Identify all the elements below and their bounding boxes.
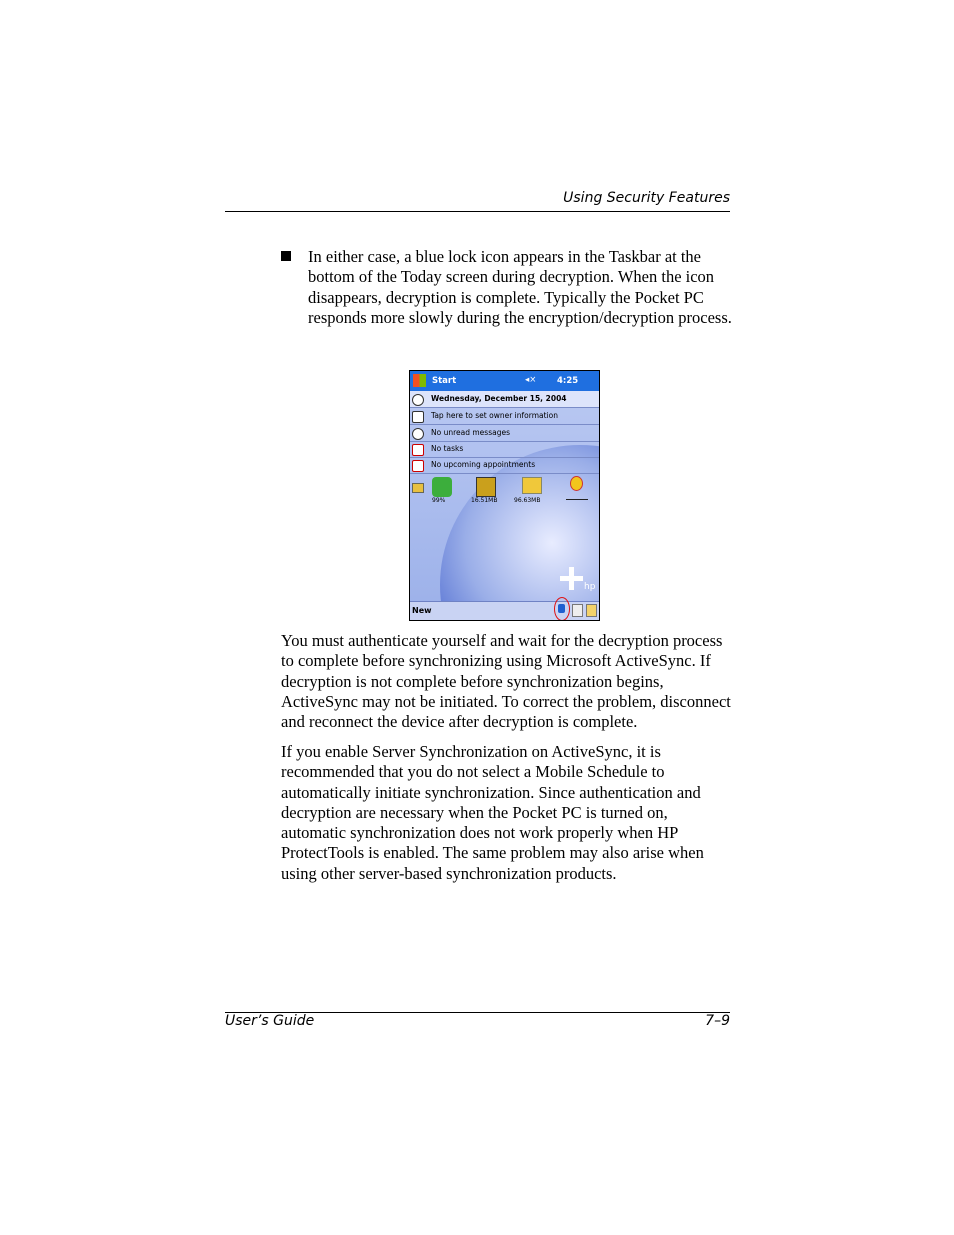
clock-icon <box>412 394 424 406</box>
date-text: Wednesday, December 15, 2004 <box>431 394 567 403</box>
appointments-text: No upcoming appointments <box>431 460 536 469</box>
tasks-text: No tasks <box>431 444 464 453</box>
page-number: 7–9 <box>705 1013 730 1029</box>
title-bar <box>410 371 599 391</box>
battery-value: 99% <box>432 497 446 504</box>
storage-value: 96.63MB <box>514 497 541 504</box>
running-header: Using Security Features <box>563 190 730 206</box>
messages-text: No unread messages <box>431 428 510 437</box>
paragraph-authentication: You must authenticate yourself and wait for the decryption process to complete before synchronizing using Microsoft ActiveSync. If decryption is not complete before synchronization begins, ActiveSync may not be initiated. To correct the problem, disconnect and reconnect the device after decryption is complete. <box>281 631 731 732</box>
today-screen-screenshot <box>409 370 600 621</box>
memory-value: 16.51MB <box>471 497 498 504</box>
new-menu-label: New <box>412 606 432 615</box>
owner-info-icon <box>412 411 424 423</box>
windows-flag-icon <box>413 374 426 387</box>
bullet-icon <box>281 251 291 261</box>
paragraph-server-sync: If you enable Server Synchronization on ActiveSync, it is recommended that you do not select a Mobile Schedule to automatically initiate synchronization. Since authentication and decryption are necessary when the Pocket PC is turned on, automatic synchronization does not work properly when HP ProtectTools is enabled. The same problem may also arise when using other server-based synchronization products. <box>281 742 704 883</box>
messages-icon <box>412 428 424 440</box>
start-label: Start <box>432 376 457 386</box>
hp-brand-text: hp <box>584 582 596 592</box>
calendar-icon <box>412 460 424 472</box>
today-row <box>410 425 599 442</box>
owner-info-text: Tap here to set owner information <box>431 411 558 420</box>
backlight-slider-icon <box>566 499 588 500</box>
hp-plus-logo <box>560 576 583 581</box>
input-panel-icon <box>572 604 583 617</box>
backlight-bulb-icon <box>570 476 583 491</box>
battery-icon <box>432 477 452 497</box>
running-footer <box>225 1013 730 1029</box>
today-row <box>410 441 599 458</box>
folder-small-icon <box>412 483 424 493</box>
bullet-paragraph: In either case, a blue lock icon appears in the Taskbar at the bottom of the Today screen during decryption. When the icon disappears, decryption is complete. Typically the Pocket PC responds more slowly during the encryption/decryption process. <box>308 247 732 327</box>
today-row <box>410 408 599 425</box>
storage-folder-icon <box>522 477 542 494</box>
header-rule <box>225 211 730 212</box>
highlight-circle <box>554 597 570 621</box>
taskbar <box>410 601 599 621</box>
speaker-icon: ◂× <box>525 375 537 385</box>
date-row <box>410 391 599 408</box>
memory-icon <box>476 477 496 497</box>
footer-title: User’s Guide <box>225 1013 315 1029</box>
tasks-icon <box>412 444 424 456</box>
today-row <box>410 457 599 474</box>
clock-time: 4:25 <box>557 376 579 386</box>
keyboard-icon <box>586 604 597 617</box>
